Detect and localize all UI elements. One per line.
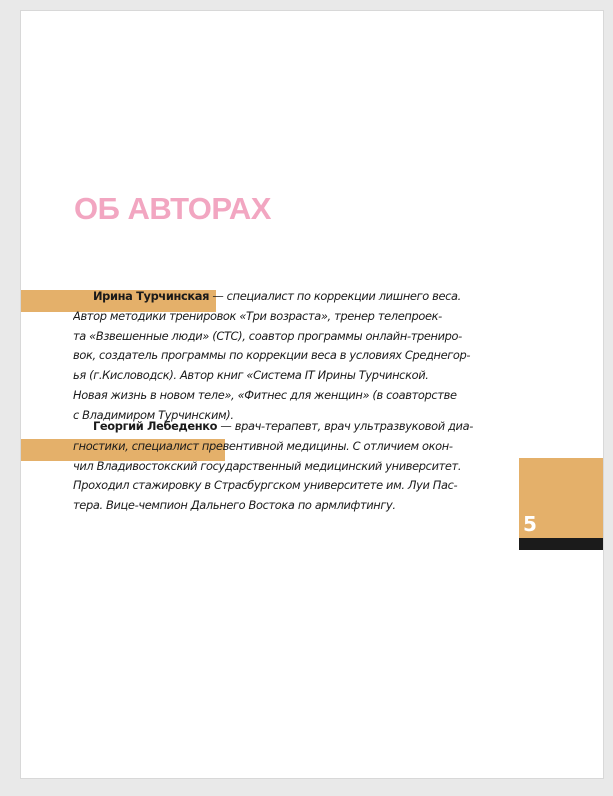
bio-line: гностики, специалист превентивной медицины. С отличием окон- (73, 438, 453, 453)
bio-line: тера. Вице-чемпион Дальнего Востока по армлифтингу. (73, 498, 396, 513)
bio-text: — врач-терапевт, врач ультразвуковой диа- (220, 419, 474, 433)
bio-text: — специалист по коррекции лишнего веса. (212, 289, 461, 303)
bio-line: Проходил стажировку в Страсбургском университете им. Луи Пас- (73, 478, 458, 493)
bio-line: чил Владивостокский государственный медицинский университет. (73, 458, 462, 473)
author-name: Георгий Лебеденко (93, 419, 218, 433)
bio-line (73, 417, 511, 437)
chapter-tab (519, 458, 603, 538)
author-name: Ирина Турчинская (93, 289, 210, 303)
author-bio (73, 287, 511, 426)
bio-line: ья (г.Кисловодск). Автор книг «Система IT Ирины Турчинской. (73, 368, 429, 383)
section-heading: ОБ АВТОРАХ (74, 191, 271, 226)
bio-line: с Владимиром Турчинским). (73, 407, 234, 422)
bio-line: та «Взвешенные люди» (СТС), соавтор программы онлайн-трениро- (73, 328, 462, 343)
page-number: 5 (523, 512, 537, 536)
bio-line: Автор методики тренировок «Три возраста», тренер телепроек- (73, 308, 442, 323)
bio-line (73, 287, 511, 307)
bio-line: Новая жизнь в новом теле», «Фитнес для женщин» (в соавторстве (73, 387, 457, 402)
bio-line: вок, создатель программы по коррекции веса в условиях Среднегор- (73, 348, 471, 363)
author-bio (73, 417, 511, 516)
chapter-tab-strip (519, 538, 603, 550)
book-page (20, 10, 604, 779)
